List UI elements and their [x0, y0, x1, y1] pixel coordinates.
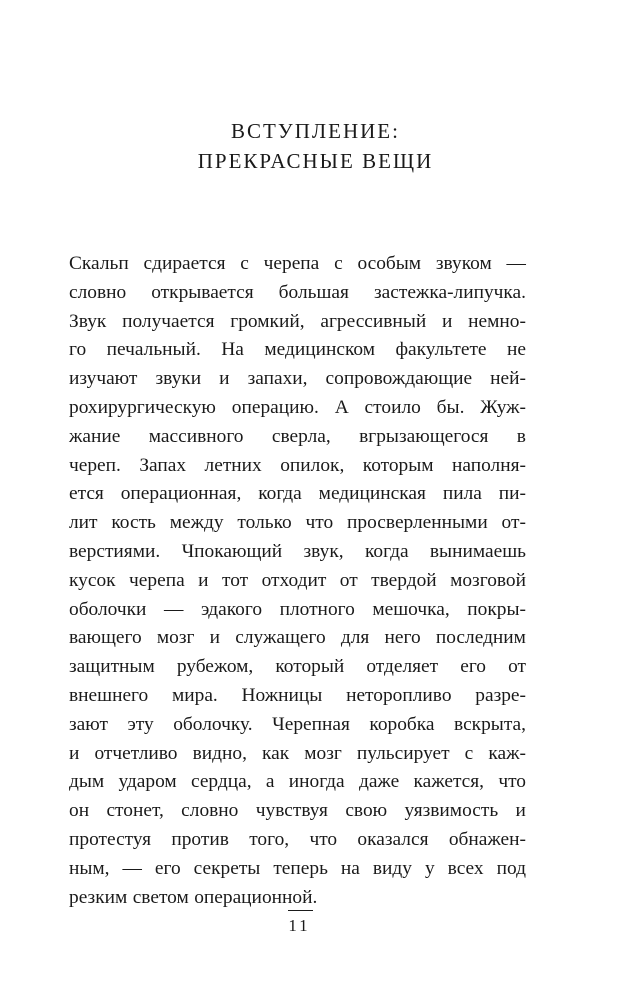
paragraph-line: вающего мозг и служащего для него последним [69, 627, 526, 649]
paragraph-line: жание массивного сверла, вгрызающегося в [69, 425, 526, 447]
chapter-title-line-2: ПРЕКРАСНЫЕ ВЕЩИ [197, 149, 434, 173]
paragraph-line: резким светом операционной. [69, 886, 318, 908]
folio-rule [288, 910, 313, 911]
paragraph-line: он стонет, словно чувствуя свою уязвимость и [69, 800, 526, 822]
paragraph-line: го печальный. На медицинском факультете не [69, 339, 526, 361]
paragraph-line: защитным рубежом, который отделяет его от [69, 656, 526, 678]
paragraph-line: кусок черепа и тот отходит от твердой мозговой [69, 569, 526, 591]
paragraph-line: и отчетливо видно, как мозг пульсирует с каж- [69, 742, 526, 764]
chapter-title [0, 116, 631, 176]
paragraph-line: дым ударом сердца, а иногда даже кажется, что [69, 771, 526, 793]
paragraph-line: Звук получается громкий, агрессивный и немно- [69, 310, 526, 332]
paragraph-line: внешнего мира. Ножницы неторопливо разре- [69, 685, 526, 706]
paragraph-line: Скальп сдирается с черепа с особым звуком — [69, 253, 526, 274]
chapter-title-line-1: ВСТУПЛЕНИЕ: [231, 119, 400, 143]
paragraph-line: протестуя против того, что оказался обнажен- [69, 829, 526, 850]
paragraph-line: лит кость между только что просверленными от- [69, 512, 526, 534]
paragraph-line: верстиями. Чпокающий звук, когда вынимаешь [69, 541, 526, 562]
paragraph-line: череп. Запах летних опилок, которым наполня- [69, 454, 526, 476]
paragraph-line: ется операционная, когда медицинская пила пи- [69, 483, 526, 505]
page-number: 11 [288, 916, 311, 935]
paragraph-line: ным, — его секреты теперь на виду у всех под [69, 857, 526, 879]
paragraph-line: изучают звуки и запахи, сопровождающие ней- [69, 368, 526, 390]
paragraph-line: зают эту оболочку. Черепная коробка вскрыта, [69, 713, 526, 735]
paragraph-line: словно открывается большая застежка-липучка. [69, 281, 526, 303]
paragraph-line: оболочки — эдакого плотного мешочка, покры- [69, 598, 526, 620]
paragraph-line: рохирургическую операцию. А стоило бы. Жуж- [69, 397, 526, 418]
